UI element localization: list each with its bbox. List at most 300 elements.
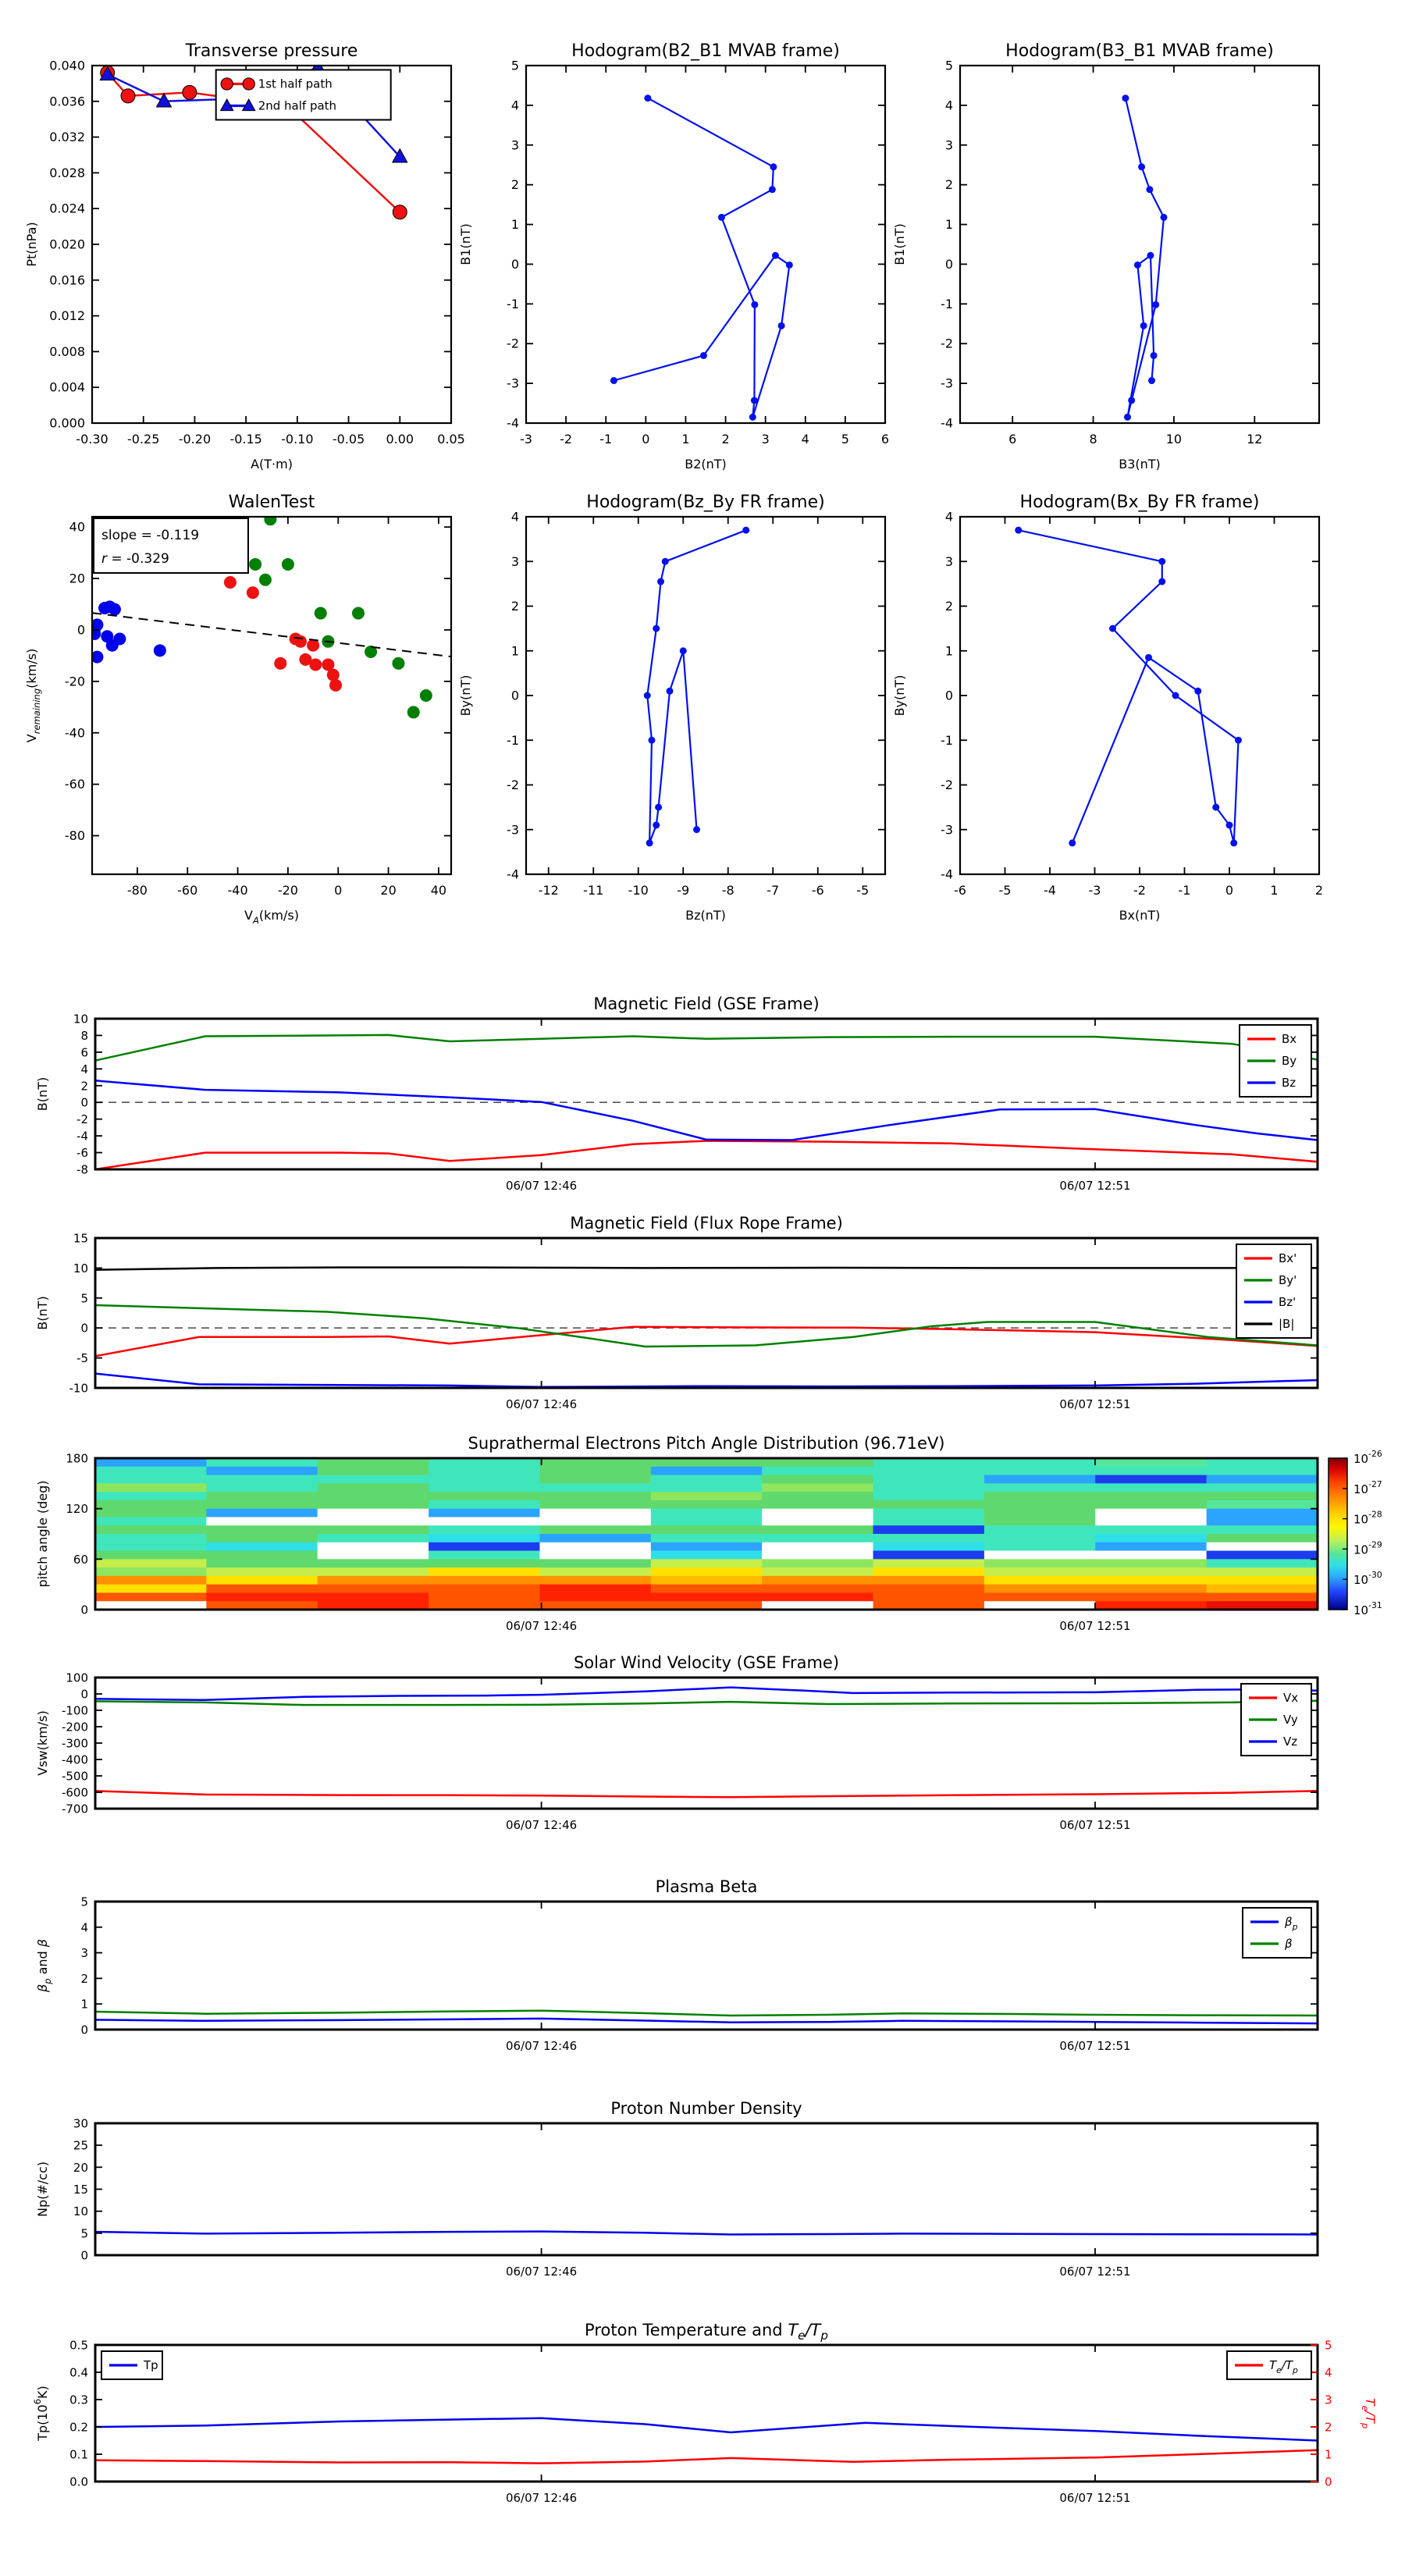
heatmap-cell — [651, 1567, 763, 1576]
marker-dot — [1128, 397, 1135, 404]
panel-title: Magnetic Field (GSE Frame) — [593, 994, 820, 1013]
panel-title: Hodogram(Bz_By FR frame) — [586, 493, 825, 512]
ytick-label: -2 — [941, 336, 953, 351]
heatmap-cell — [651, 1500, 763, 1509]
heatmap-cell — [318, 1509, 429, 1517]
time-tick-label: 06/07 12:51 — [1059, 1397, 1131, 1411]
ytick-label: 10 — [73, 2204, 88, 2219]
ytick-label: -500 — [61, 1769, 88, 1784]
time-tick-label: 06/07 12:51 — [1059, 2265, 1131, 2279]
ytick-label: -2 — [941, 777, 953, 792]
heatmap-cell — [95, 1475, 207, 1484]
heatmap-cell — [984, 1492, 1096, 1500]
ytick-label: 0 — [510, 688, 519, 703]
xtick-label: 0.05 — [437, 432, 465, 447]
vsw-plot-area — [95, 1688, 1318, 1798]
right-ytick-label: 5 — [1325, 2338, 1332, 2353]
series-By' — [95, 1305, 1318, 1347]
ytick-label: -1 — [507, 732, 519, 748]
marker-dot — [1212, 804, 1219, 811]
heatmap-cell — [762, 1475, 873, 1484]
ytick-label: 0 — [80, 1687, 88, 1702]
heatmap-cell — [1207, 1500, 1318, 1509]
xtick-label: 1 — [1270, 883, 1279, 898]
xtick-label: -5 — [998, 883, 1012, 898]
ytick-label: 0 — [80, 1603, 88, 1617]
series-Vy — [95, 1701, 1318, 1705]
ytick-label: -3 — [507, 822, 519, 838]
heatmap-cell — [651, 1551, 763, 1560]
heatmap-cell — [429, 1475, 540, 1484]
ytick-label: 60 — [73, 1552, 88, 1567]
xtick-label: -10 — [628, 883, 649, 898]
legend-label: By — [1282, 1054, 1297, 1068]
xtick-label: -40 — [227, 883, 248, 898]
heatmap-cell — [539, 1475, 651, 1484]
heatmap-cell — [651, 1467, 763, 1475]
axes-frame — [526, 66, 885, 423]
marker-circle — [121, 89, 135, 103]
series-Np — [95, 2232, 1318, 2235]
heatmap-cell — [651, 1534, 763, 1542]
hodo31-plot-area — [1122, 94, 1167, 421]
ytick-label: 5 — [80, 1895, 88, 1909]
xtick-label: -5 — [856, 883, 870, 898]
marker-dot — [742, 527, 749, 534]
mf_fr-panel — [35, 1214, 1318, 1411]
heatmap-cell — [429, 1517, 540, 1525]
series-beta — [95, 2011, 1318, 2016]
heatmap-cell — [539, 1567, 651, 1576]
legend-label: Bx — [1282, 1032, 1297, 1046]
ytick-label: 4 — [80, 1062, 88, 1076]
heatmap-cell — [206, 1576, 318, 1585]
ytick-label: -600 — [61, 1785, 88, 1800]
ytick-label: 0.028 — [49, 165, 85, 180]
heatmap-cell — [873, 1567, 985, 1576]
ytick-label: 0.020 — [49, 237, 85, 252]
xtick-label: -3 — [520, 432, 532, 447]
time-tick-label: 06/07 12:46 — [505, 2491, 578, 2505]
heatmap-cell — [873, 1509, 985, 1517]
heatmap-cell — [95, 1534, 207, 1542]
xtick-label: -6 — [954, 883, 966, 898]
ytick-label: 0 — [80, 2248, 88, 2263]
heatmap-cell — [95, 1458, 207, 1467]
panel-title: Proton Number Density — [610, 2099, 802, 2118]
marker-dot — [1015, 527, 1022, 534]
heatmap-cell — [1095, 1542, 1207, 1551]
heatmap-cell — [984, 1509, 1096, 1517]
xtick-label: -80 — [126, 883, 148, 898]
xtick-label: -9 — [677, 883, 690, 898]
heatmap-cell — [206, 1458, 318, 1467]
heatmap-cell — [95, 1517, 207, 1525]
hodo21-panel — [458, 41, 889, 471]
heatmap-cell — [206, 1567, 318, 1576]
marker-dot — [718, 214, 725, 221]
ytick-label: 0 — [80, 1095, 88, 1110]
axes-frame — [95, 1019, 1318, 1169]
heatmap-cell — [429, 1559, 540, 1567]
heatmap-cell — [318, 1525, 429, 1534]
marker-dot — [392, 657, 404, 670]
colorbar-label: $10^{-28}$ — [1353, 1509, 1382, 1527]
ytick-label: 0 — [510, 256, 519, 272]
marker-dot — [420, 689, 432, 702]
ytick-label: -40 — [64, 725, 85, 741]
ytick-label: 40 — [69, 519, 85, 535]
heatmap-cell — [762, 1525, 873, 1534]
legend-label: Bz — [1282, 1076, 1297, 1090]
y-axis-label: Pt(nPa) — [24, 222, 39, 267]
series-Bx' — [95, 1327, 1318, 1357]
heatmap-cell — [1095, 1585, 1207, 1593]
ytick-label: 3 — [944, 137, 953, 153]
heatmap-cell — [1207, 1467, 1318, 1475]
xtick-label: 40 — [430, 883, 447, 898]
beta-plot-area — [95, 2011, 1318, 2023]
heatmap-cell — [984, 1525, 1096, 1534]
xtick-label: -0.20 — [178, 432, 212, 447]
marker-dot — [667, 688, 674, 695]
series-Bx — [95, 1141, 1318, 1170]
heatmap-cell — [873, 1551, 985, 1560]
heatmap-cell — [318, 1500, 429, 1509]
marker-circle — [221, 78, 233, 90]
xtick-label: 1 — [681, 432, 690, 447]
heatmap-cell — [762, 1467, 873, 1475]
heatmap-cell — [651, 1483, 763, 1492]
ytick-label: -700 — [61, 1802, 88, 1816]
heatmap-cell — [206, 1500, 318, 1509]
legend-label: Vz — [1283, 1735, 1298, 1749]
marker-dot — [610, 377, 617, 384]
vsw-panel — [35, 1653, 1318, 1832]
heatmap-cell — [651, 1559, 763, 1567]
heatmap-cell — [873, 1500, 985, 1509]
heatmap-cell — [539, 1483, 651, 1492]
heatmap-cell — [539, 1500, 651, 1509]
series-Te/Tp — [95, 2450, 1318, 2464]
marker-dot — [1226, 822, 1233, 829]
panel-title: Transverse pressure — [185, 41, 358, 61]
legend-label: Tp — [144, 2358, 158, 2372]
heatmap-cell — [762, 1592, 873, 1601]
heatmap-cell — [429, 1483, 540, 1492]
marker-dot — [108, 603, 121, 616]
marker-dot — [113, 633, 126, 646]
heatmap-cell — [873, 1559, 985, 1567]
ytick-label: 120 — [66, 1502, 88, 1517]
ytick-label: 1 — [510, 643, 519, 659]
xtick-label: 6 — [1008, 432, 1017, 447]
marker-dot — [1230, 839, 1237, 846]
xtick-label: -12 — [538, 883, 559, 898]
colorbar-label: $10^{-30}$ — [1353, 1570, 1382, 1588]
right-ytick-label: 2 — [1325, 2420, 1332, 2435]
xtick-label: 0 — [642, 432, 650, 447]
heatmap-cell — [206, 1592, 318, 1601]
heatmap-cell — [429, 1467, 540, 1475]
legend-label: $\beta_p$ — [1285, 1915, 1298, 1932]
legend-label: $T_e/T_p$ — [1269, 2358, 1298, 2375]
marker-dot — [1138, 163, 1145, 170]
heatmap-cell — [1095, 1458, 1207, 1467]
heatmap-cell — [1095, 1534, 1207, 1542]
ytick-label: -4 — [941, 866, 953, 882]
xtick-label: 6 — [880, 432, 890, 447]
heatmap-cell — [873, 1592, 985, 1601]
pad-plot-area — [95, 1458, 1318, 1610]
colorbar — [1329, 1458, 1347, 1610]
panel-title: Proton Temperature and $T_e/T_p$ — [585, 2321, 828, 2343]
heatmap-cell — [429, 1534, 540, 1542]
marker-dot — [770, 163, 777, 170]
heatmap-cell — [984, 1517, 1096, 1525]
ytick-label: -1 — [941, 296, 953, 311]
xtick-label: -0.05 — [332, 432, 365, 447]
heatmap-cell — [539, 1467, 651, 1475]
series-By — [95, 1035, 1318, 1061]
ytick-label: 2 — [510, 599, 519, 614]
np-plot-area — [95, 2232, 1318, 2235]
ytick-label: 0 — [944, 256, 953, 272]
y-axis-label: B(nT) — [35, 1076, 50, 1112]
marker-dot — [680, 647, 687, 654]
heatmap-cell — [651, 1525, 763, 1534]
heatmap-cell — [318, 1559, 429, 1567]
ytick-label: -3 — [507, 375, 519, 391]
pt-panel — [24, 41, 465, 471]
heatmap-cell — [95, 1500, 207, 1509]
heatmap-cell — [539, 1492, 651, 1500]
colorbar-label: $10^{-29}$ — [1353, 1539, 1382, 1557]
mf_gse-plot-area — [95, 1035, 1318, 1169]
ytick-label: -400 — [61, 1752, 88, 1767]
xtick-label: -20 — [277, 883, 298, 898]
heatmap-cell — [318, 1458, 429, 1467]
heatmap-cell — [429, 1585, 540, 1593]
heatmap-cell — [873, 1585, 985, 1593]
x-axis-label: B3(nT) — [1119, 457, 1161, 471]
heatmap-cell — [762, 1585, 873, 1593]
panel-title: WalenTest — [228, 493, 315, 512]
hodo31-panel — [892, 41, 1319, 471]
heatmap-cell — [762, 1559, 873, 1567]
heatmap-cell — [206, 1551, 318, 1560]
heatmap-cell — [873, 1467, 985, 1475]
xtick-label: -0.10 — [281, 432, 314, 447]
marker-circle — [183, 85, 197, 99]
y-axis-label: B(nT) — [35, 1296, 50, 1330]
heatmap-cell — [95, 1483, 207, 1492]
heatmap-cell — [206, 1585, 318, 1593]
time-tick-label: 06/07 12:46 — [505, 1619, 578, 1633]
heatmap-cell — [95, 1559, 207, 1567]
marker-dot — [649, 737, 656, 744]
x-axis-label: B2(nT) — [685, 457, 727, 471]
heatmap-cell — [873, 1483, 985, 1492]
ytick-label: 10 — [73, 1261, 88, 1276]
heatmap-cell — [651, 1517, 763, 1525]
heatmap-cell — [429, 1576, 540, 1585]
marker-dot — [693, 826, 700, 833]
ytick-label: 0.2 — [69, 2420, 88, 2435]
walen-panel — [24, 493, 451, 926]
ytick-label: 0.004 — [49, 379, 85, 395]
marker-dot — [653, 625, 660, 632]
heatmap-cell — [429, 1542, 540, 1551]
heatmap-cell — [1095, 1576, 1207, 1585]
series-fit line — [92, 613, 451, 656]
heatmap-cell — [1207, 1542, 1318, 1551]
marker-dot — [352, 607, 365, 620]
ytick-label: 6 — [80, 1045, 88, 1060]
series-Tp — [95, 2418, 1318, 2441]
right-ytick-label: 3 — [1325, 2393, 1332, 2407]
ytick-label: 0.032 — [49, 130, 85, 145]
time-tick-label: 06/07 12:46 — [505, 1397, 578, 1411]
legend-label: |B| — [1279, 1317, 1295, 1331]
right-axis-label: $T_e/T_p$ — [1360, 2397, 1378, 2429]
heatmap-cell — [1207, 1592, 1318, 1601]
y-axis-label: B1(nT) — [892, 223, 907, 265]
ytick-label: -100 — [61, 1703, 88, 1718]
ytick-label: 15 — [73, 1231, 88, 1246]
heatmap-cell — [95, 1509, 207, 1517]
heatmap-cell — [95, 1551, 207, 1560]
marker-dot — [653, 822, 660, 829]
x-axis-label: Bx(nT) — [1119, 908, 1161, 923]
heatmap-cell — [429, 1551, 540, 1560]
heatmap-cell — [429, 1492, 540, 1500]
heatmap-cell — [539, 1592, 651, 1601]
y-axis-label: Np(#/cc) — [35, 2161, 50, 2217]
xtick-label: -7 — [767, 883, 780, 898]
heatmap-cell — [1095, 1559, 1207, 1567]
ytick-label: 5 — [510, 58, 519, 73]
heatmap-cell — [762, 1551, 873, 1560]
ytick-label: 25 — [73, 2138, 88, 2153]
legend-label: Bz' — [1279, 1295, 1297, 1309]
ytick-label: -3 — [941, 375, 953, 391]
xtick-label: -11 — [583, 883, 604, 898]
heatmap-cell — [429, 1509, 540, 1517]
ytick-label: -1 — [941, 732, 953, 748]
heatmap-cell — [651, 1585, 763, 1593]
heatmap-cell — [1095, 1551, 1207, 1560]
hodo_xy-plot-area — [1015, 527, 1242, 847]
heatmap-cell — [984, 1559, 1096, 1567]
panel-title: Magnetic Field (Flux Rope Frame) — [570, 1214, 843, 1233]
heatmap-cell — [984, 1551, 1096, 1560]
y-axis-label: pitch angle (deg) — [35, 1480, 50, 1588]
marker-dot — [1140, 322, 1147, 329]
heatmap-cell — [651, 1475, 763, 1484]
heatmap-cell — [95, 1567, 207, 1576]
legend-box — [1243, 1908, 1311, 1958]
heatmap-cell — [206, 1559, 318, 1567]
marker-dot — [1145, 654, 1152, 661]
time-tick-label: 06/07 12:51 — [1059, 2039, 1131, 2053]
series-Vx — [95, 1791, 1318, 1797]
heatmap-cell — [206, 1492, 318, 1500]
heatmap-cell — [539, 1525, 651, 1534]
heatmap-cell — [651, 1592, 763, 1601]
marker-dot — [1122, 94, 1129, 101]
heatmap-cell — [1207, 1492, 1318, 1500]
x-axis-label: Bz(nT) — [685, 908, 726, 923]
ytick-label: 0.1 — [69, 2447, 88, 2462]
marker-dot — [778, 322, 785, 329]
marker-dot — [1152, 301, 1159, 308]
y-axis-label: By(nT) — [458, 674, 473, 717]
ytick-label: -2 — [507, 777, 519, 792]
x-axis-label: A(T·m) — [251, 457, 293, 471]
ytick-label: -20 — [64, 674, 85, 689]
ytick-label: 0.3 — [69, 2393, 88, 2407]
marker-dot — [1158, 558, 1165, 565]
ytick-label: -5 — [76, 1351, 88, 1366]
colorbar-label: $10^{-27}$ — [1353, 1478, 1382, 1496]
marker-dot — [1161, 214, 1168, 221]
heatmap-cell — [539, 1458, 651, 1467]
heatmap-cell — [984, 1500, 1096, 1509]
right-ytick-label: 4 — [1325, 2365, 1332, 2380]
xtick-label: 2 — [721, 432, 730, 447]
heatmap-cell — [984, 1592, 1096, 1601]
marker-dot — [407, 706, 420, 718]
heatmap-cell — [318, 1492, 429, 1500]
ytick-label: 0 — [76, 622, 85, 638]
y-axis-label: By(nT) — [892, 674, 907, 717]
heatmap-cell — [1095, 1500, 1207, 1509]
heatmap-cell — [984, 1467, 1096, 1475]
xtick-label: -0.15 — [229, 432, 262, 447]
series-Bz — [95, 1080, 1318, 1140]
heatmap-cell — [1095, 1475, 1207, 1484]
heatmap-cell — [206, 1467, 318, 1475]
axes-frame — [95, 1902, 1318, 2030]
ytick-label: -60 — [64, 777, 85, 792]
ytick-label: 2 — [80, 1971, 88, 1986]
series-|B| — [95, 1268, 1318, 1270]
heatmap-cell — [95, 1525, 207, 1534]
legend-label: Bx' — [1279, 1251, 1297, 1265]
marker-dot — [700, 352, 707, 359]
right-ytick-label: 1 — [1325, 2447, 1332, 2462]
xtick-label: 12 — [1247, 432, 1263, 447]
heatmap-cell — [318, 1517, 429, 1525]
heatmap-cell — [1095, 1483, 1207, 1492]
hodo_zy-panel — [458, 493, 885, 923]
heatmap-cell — [762, 1567, 873, 1576]
ytick-label: 10 — [73, 1012, 88, 1026]
xtick-label: -6 — [811, 883, 824, 898]
ytick-label: -6 — [76, 1146, 88, 1161]
ytick-label: 0.5 — [69, 2338, 88, 2353]
ytick-label: 0 — [944, 688, 953, 703]
xtick-label: -2 — [1133, 883, 1146, 898]
time-tick-label: 06/07 12:51 — [1059, 1179, 1131, 1193]
heatmap-cell — [873, 1517, 985, 1525]
ytick-label: 0 — [80, 1321, 88, 1336]
ytick-label: 5 — [80, 1291, 88, 1306]
heatmap-cell — [206, 1534, 318, 1542]
heatmap-cell — [984, 1475, 1096, 1484]
time-tick-label: 06/07 12:46 — [505, 1179, 578, 1193]
